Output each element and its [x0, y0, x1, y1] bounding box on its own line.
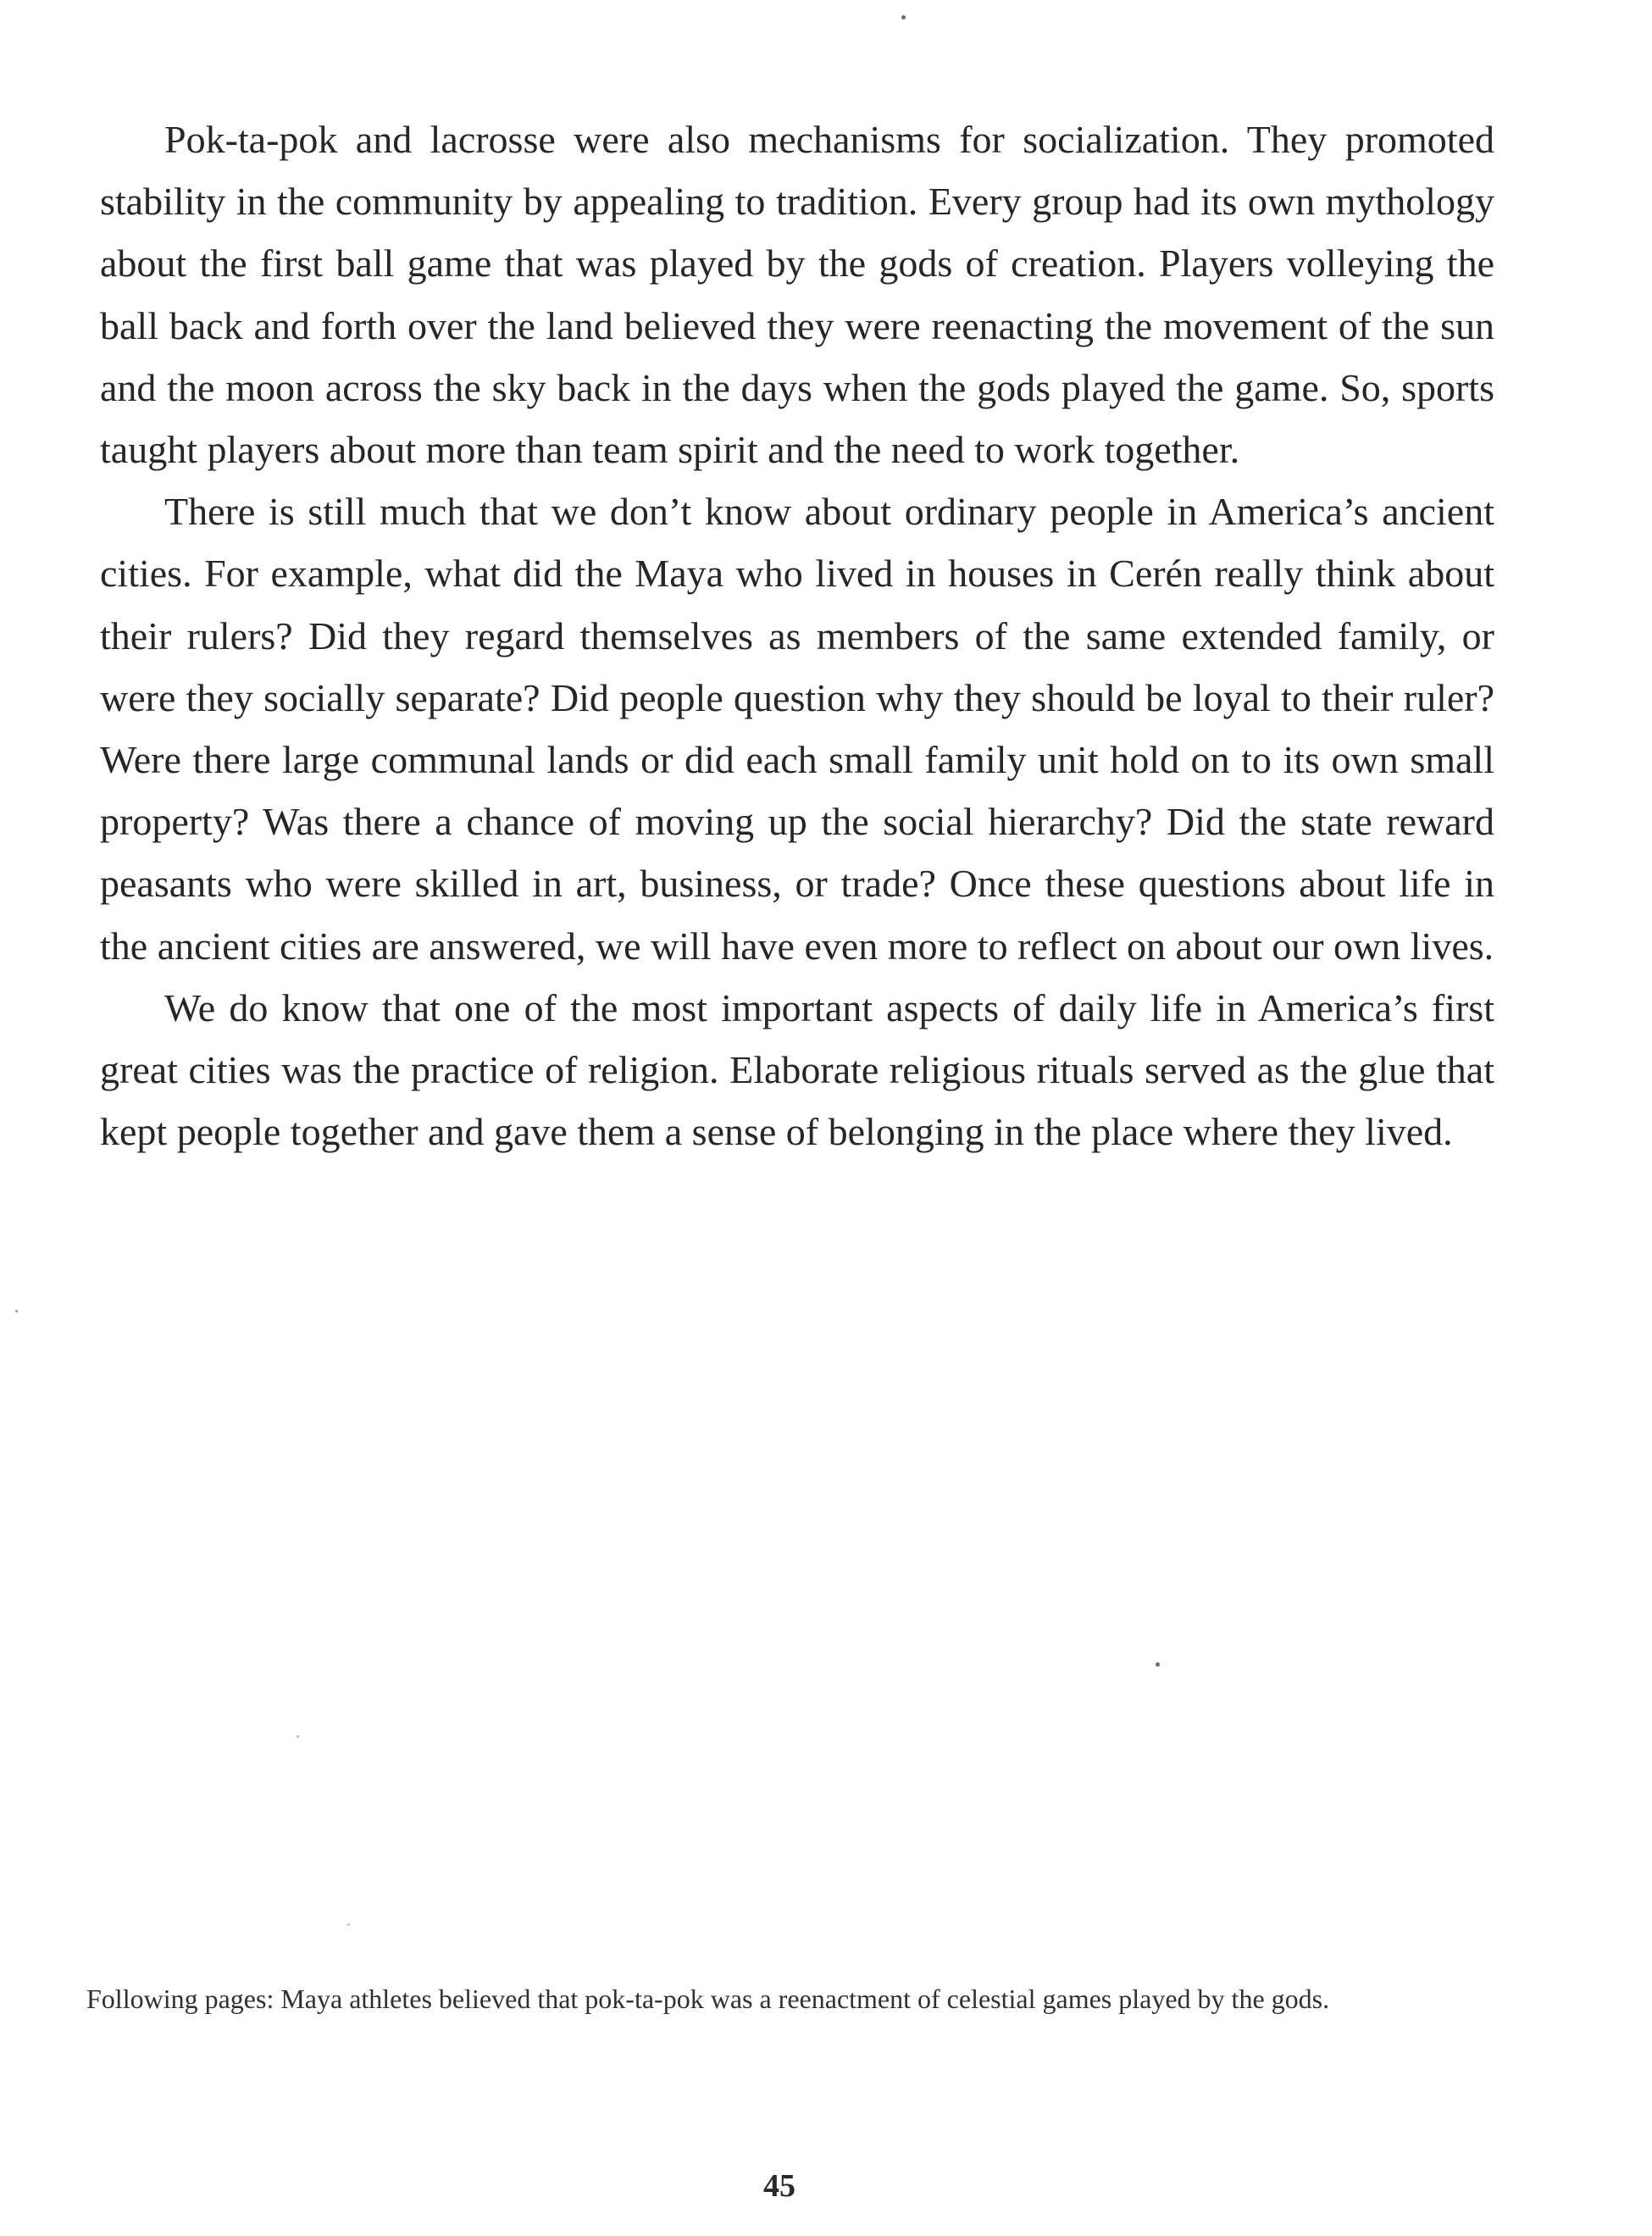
scan-speck [297, 1735, 299, 1738]
scan-speck [1156, 1662, 1160, 1667]
scan-speck [901, 15, 906, 19]
figure-caption: Following pages: Maya athletes believed that pok-ta-pok was a reenactment of celestial games played by the gods. [86, 1984, 1330, 2014]
body-text [100, 108, 1494, 1162]
paragraph-1: Pok-ta-pok and lacrosse were also mechanisms for socialization. They promoted stability in the community by appealing to tradition. Every group had its own mythology about the first ball game that was played by the gods of creation. Players volleying the ball back and forth over the land believed they were reenacting the movement of the sun and the moon across the sky back in the days when the gods played the game. So, sports taught players about more than team spirit and the need to work together. [100, 118, 1494, 472]
page-number: 45 [763, 2168, 796, 2204]
paragraph-2: There is still much that we don’t know about ordinary people in America’s ancient cities. For example, what did the Maya who lived in houses in Cerén really think about their rulers? Did they regard themselves as members of the same extended family, or were they socially separate? Did people question why they should be loyal to their ruler? Were there large communal lands or did each small family unit hold on to its own small property? Was there a chance of moving up the social hierarchy? Did the state reward peasants who were skilled in art, business, or trade? Once these questions about life in the ancient cities are answered, we will have even more to reflect on about our own lives. [100, 490, 1494, 968]
scan-speck [347, 1923, 350, 1926]
paragraph-3: We do know that one of the most important aspects of daily life in America’s first great cities was the practice of religion. Elaborate religious rituals served as the glue that kept people together and gave them a sense of belonging in the place where they lived. [100, 985, 1494, 1154]
scan-speck [15, 1310, 18, 1312]
